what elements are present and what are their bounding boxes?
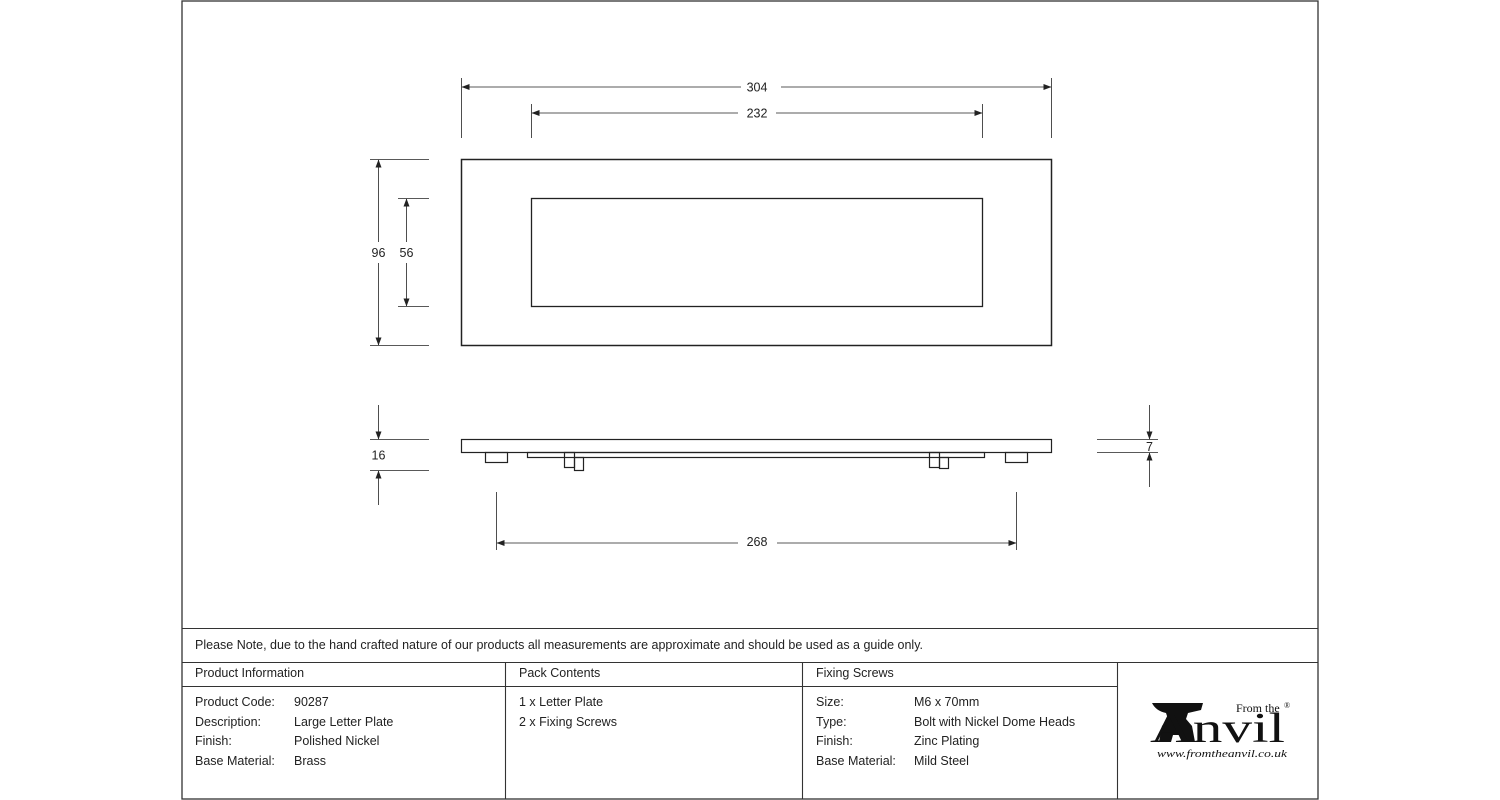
row-label: Description: bbox=[195, 714, 261, 729]
dim-label-aperture-width: 232 bbox=[746, 106, 768, 121]
row-value: Polished Nickel bbox=[294, 734, 380, 748]
table-row bbox=[195, 713, 393, 733]
fixing-boss-right-stem bbox=[940, 458, 949, 469]
list-item: 2 x Fixing Screws bbox=[519, 714, 617, 729]
table-row bbox=[195, 693, 393, 713]
front-view bbox=[462, 160, 1052, 346]
fixing-boss-left-stem bbox=[575, 458, 584, 471]
row-label: Type: bbox=[816, 714, 847, 729]
table-row bbox=[816, 752, 1075, 772]
fixing-boss-right bbox=[930, 453, 940, 468]
row-label: Finish: bbox=[816, 734, 853, 748]
dim-label-depth: 16 bbox=[371, 448, 386, 463]
fixing-boss-left bbox=[565, 453, 575, 468]
row-value: 90287 bbox=[294, 695, 329, 709]
measurement-note: Please Note, due to the hand crafted nature of our products all measurements are approximate and should be used as a guide only. bbox=[195, 638, 924, 652]
side-foot-right bbox=[1006, 453, 1028, 463]
row-label: Product Code: bbox=[195, 695, 275, 709]
row-label: Base Material: bbox=[195, 753, 275, 768]
pack-contents-heading: Pack Contents bbox=[519, 666, 601, 680]
table-row bbox=[816, 713, 1075, 733]
logo-registered-mark: ® bbox=[1284, 701, 1291, 710]
dim-label-plate-thickness: 7 bbox=[1146, 440, 1153, 454]
side-foot-left bbox=[486, 453, 508, 463]
side-plate bbox=[462, 440, 1052, 453]
row-label: Size: bbox=[816, 695, 844, 709]
row-label: Base Material: bbox=[816, 753, 896, 768]
pack-contents-list bbox=[519, 693, 617, 732]
dim-label-fixing-centres: 268 bbox=[746, 535, 768, 549]
sheet-border bbox=[182, 1, 1318, 799]
table-row bbox=[816, 693, 1075, 713]
product-information-heading: Product Information bbox=[195, 666, 305, 680]
product-information-table bbox=[195, 693, 393, 771]
list-item: 1 x Letter Plate bbox=[519, 695, 604, 709]
aperture-outline bbox=[532, 199, 983, 307]
table-row bbox=[816, 732, 1075, 752]
plate-outline bbox=[462, 160, 1052, 346]
row-value: Large Letter Plate bbox=[294, 714, 394, 729]
side-view bbox=[462, 440, 1052, 471]
table-row bbox=[195, 752, 393, 772]
dim-label-aperture-height: 56 bbox=[399, 246, 414, 260]
table-row bbox=[195, 732, 393, 752]
row-value: Mild Steel bbox=[914, 753, 969, 768]
side-rear-lip bbox=[528, 453, 985, 458]
logo-url-text: www.fromtheanvil.co.uk bbox=[1157, 749, 1288, 760]
logo-from-the-text: From the bbox=[1236, 701, 1280, 715]
dim-label-overall-height: 96 bbox=[371, 246, 386, 260]
logo-wordmark: Anvil bbox=[1150, 706, 1285, 752]
row-value: Brass bbox=[294, 753, 326, 768]
fixing-screws-heading: Fixing Screws bbox=[816, 666, 894, 680]
row-value: M6 x 70mm bbox=[914, 695, 980, 709]
row-value: Zinc Plating bbox=[914, 734, 980, 748]
from-the-anvil-logo bbox=[1150, 701, 1290, 760]
fixing-screws-table bbox=[816, 693, 1075, 771]
row-value: Bolt with Nickel Dome Heads bbox=[914, 714, 1076, 729]
row-label: Finish: bbox=[195, 734, 232, 748]
dim-label-overall-width: 304 bbox=[746, 80, 768, 95]
